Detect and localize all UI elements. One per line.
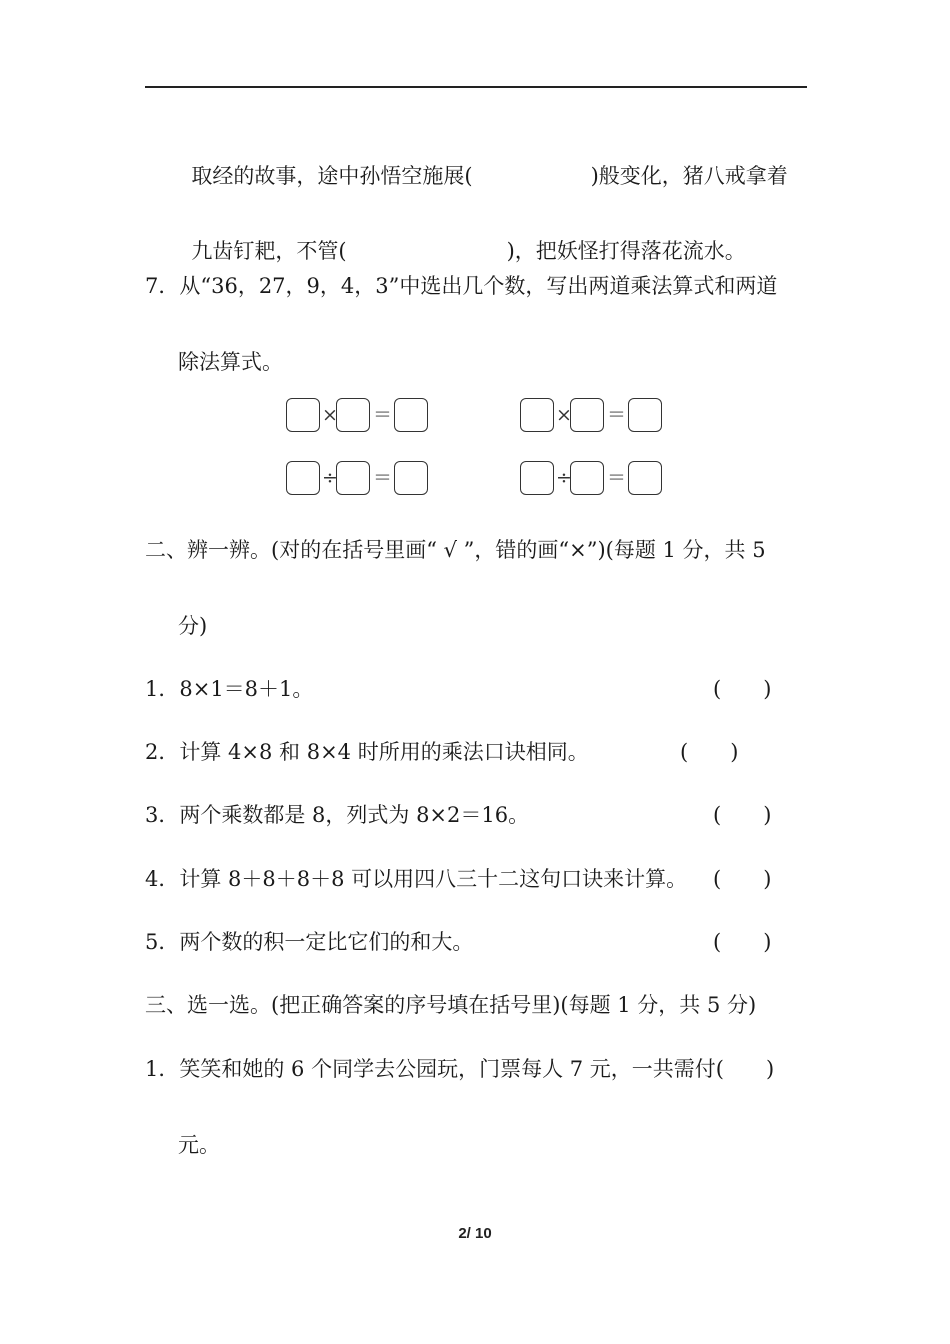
tf-answer-3[interactable]: ( ) — [713, 803, 772, 827]
div-sign: ÷ — [322, 467, 338, 489]
q7-line-1: 7．从“36，27，9，4，3”中选出几个数，写出两道乘法算式和两道 — [145, 274, 778, 298]
story-line-2-end: )，把妖怪打得落花流水。 — [506, 239, 746, 263]
div-1-divisor[interactable] — [336, 461, 370, 495]
mult-1-factor-a[interactable] — [286, 398, 320, 432]
mult-1-factor-b[interactable] — [336, 398, 370, 432]
mc-question-1: 1．笑笑和她的 6 个同学去公园玩，门票每人 7 元，一共需付( ) — [145, 1057, 775, 1081]
equals-sign: ＝ — [373, 467, 393, 489]
tf-item-2: 2．计算 4×8 和 8×4 时所用的乘法口诀相同。 — [145, 740, 589, 764]
page-number: 2/ 10 — [458, 1225, 492, 1242]
tf-item-3: 3．两个乘数都是 8，列式为 8×2＝16。 — [145, 803, 530, 827]
tf-answer-4[interactable]: ( ) — [713, 867, 772, 891]
div-2-quotient[interactable] — [628, 461, 662, 495]
story-line-1 — [178, 134, 788, 190]
tf-item-4: 4．计算 8＋8＋8＋8 可以用四八三十二这句口诀来计算。 — [145, 867, 688, 891]
tf-answer-2[interactable]: ( ) — [680, 740, 739, 764]
div-2-divisor[interactable] — [570, 461, 604, 495]
tf-answer-5[interactable]: ( ) — [713, 930, 772, 954]
story-line-2-start: 九齿钉耙，不管( — [191, 239, 347, 263]
tf-item-5: 5．两个数的积一定比它们的和大。 — [145, 930, 474, 954]
equals-sign: ＝ — [607, 404, 627, 426]
div-sign: ÷ — [556, 467, 572, 489]
equals-sign: ＝ — [373, 404, 393, 426]
mult-2-product[interactable] — [628, 398, 662, 432]
story-line-2 — [178, 209, 746, 265]
q7-line-2: 除法算式。 — [178, 350, 283, 374]
section-2-title-cont: 分) — [178, 614, 208, 638]
div-1-quotient[interactable] — [394, 461, 428, 495]
section-2-title: 二、辨一辨。(对的在括号里画“ √ ”，错的画“×”)(每题 1 分，共 5 — [145, 538, 766, 562]
mult-sign: × — [556, 404, 572, 426]
mult-2-factor-b[interactable] — [570, 398, 604, 432]
mult-1-product[interactable] — [394, 398, 428, 432]
tf-answer-1[interactable]: ( ) — [713, 677, 772, 701]
mc-question-1-cont: 元。 — [178, 1133, 220, 1157]
story-line-1-end: )般变化，猪八戒拿着 — [590, 164, 788, 188]
equals-sign: ＝ — [607, 467, 627, 489]
story-line-1-start: 取经的故事，途中孙悟空施展( — [191, 164, 473, 188]
section-3-title: 三、选一选。(把正确答案的序号填在括号里)(每题 1 分，共 5 分) — [145, 993, 757, 1017]
div-1-dividend[interactable] — [286, 461, 320, 495]
div-2-dividend[interactable] — [520, 461, 554, 495]
header-rule — [145, 86, 807, 88]
mult-2-factor-a[interactable] — [520, 398, 554, 432]
tf-item-1: 1．8×1＝8＋1。 — [145, 677, 314, 701]
mult-sign: × — [322, 404, 338, 426]
